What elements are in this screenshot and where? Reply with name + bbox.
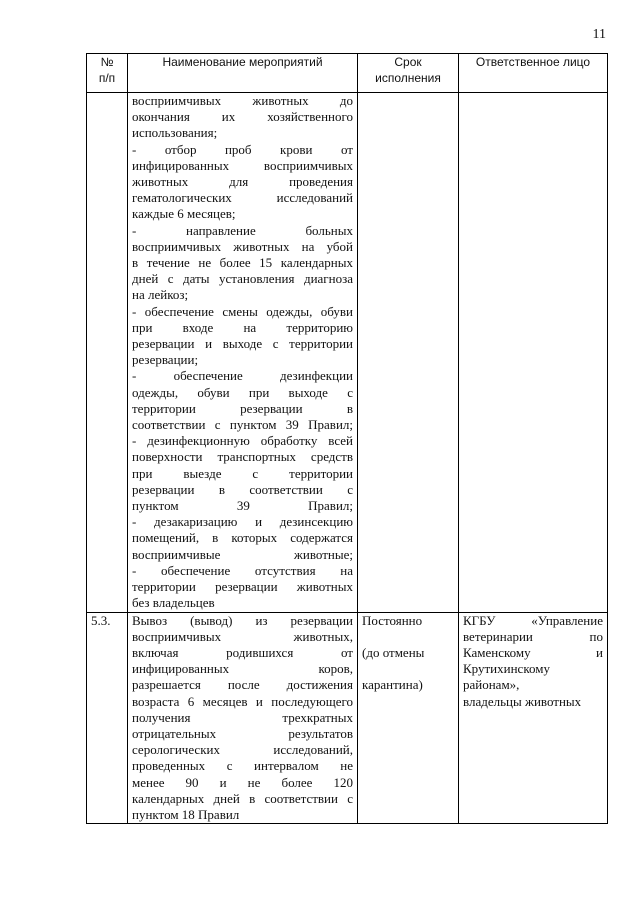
- cell-line: помещений, в которых содержатся: [132, 530, 353, 546]
- cell-line: соответствии с пунктом 39 Правил;: [132, 417, 353, 433]
- cell-line: получения трехкратных: [132, 709, 353, 725]
- cell-line: проведенных с интервалом не: [132, 758, 353, 774]
- cell-line: при входе на территорию: [132, 319, 353, 335]
- cell-line: при выезде с территории: [132, 465, 353, 481]
- cell-line: в течение не более 15 календарных: [132, 255, 353, 271]
- header-term: [358, 54, 459, 93]
- cell-line: животных для проведения: [132, 174, 353, 190]
- cell-line: инфицированных коров,: [132, 661, 353, 677]
- cell-line: на лейкоз;: [132, 287, 189, 303]
- cell-line: - обеспечение смены одежды, обуви: [132, 303, 353, 319]
- row-num: [87, 93, 128, 613]
- row-responsible-cell: [459, 612, 608, 824]
- cell-line: - обеспечение отсутствия на: [132, 562, 353, 578]
- cell-line: одежды, обуви при выходе с: [132, 384, 353, 400]
- cell-line: без владельцев: [132, 595, 215, 611]
- cell-line: резервации в соответствии с: [132, 481, 353, 497]
- cell-line: каждые 6 месяцев;: [132, 206, 236, 222]
- header-line: Срок: [394, 55, 422, 69]
- cell-line: использования;: [132, 125, 218, 141]
- cell-line: Крутихинскому: [463, 661, 550, 677]
- cell-line: дней с даты установления диагноза: [132, 271, 353, 287]
- cell-line: - отбор проб крови от: [132, 141, 353, 157]
- cell-line: Каменскому и: [463, 644, 603, 660]
- cell-line: владельцы животных: [463, 693, 582, 709]
- cell-line: пунктом 39 Правил;: [132, 498, 353, 514]
- table-row: [87, 612, 608, 824]
- cell-line: разрешается после достижения: [132, 677, 353, 693]
- header-line: п/п: [98, 71, 116, 86]
- cell-line: Вывоз (вывод) из резервации: [132, 612, 353, 628]
- cell-line: инфицированных восприимчивых: [132, 157, 353, 173]
- measures-table: [86, 53, 608, 824]
- row-name-cell: [128, 612, 358, 824]
- cell-line: восприимчивых животных на убой: [132, 238, 353, 254]
- cell-line: КГБУ «Управление: [463, 612, 603, 628]
- cell-line: - обеспечение дезинфекции: [132, 368, 353, 384]
- cell-line: ветеринарии по: [463, 628, 603, 644]
- cell-line: серологических исследований,: [132, 742, 353, 758]
- cell-line: пунктом 18 Правил: [132, 806, 240, 822]
- header-responsible: Ответственное лицо: [459, 54, 608, 93]
- cell-line: отрицательных результатов: [132, 725, 353, 741]
- cell-line: восприимчивых животных,: [132, 628, 353, 644]
- cell-line: резервации и выходе с территории: [132, 336, 353, 352]
- row-num: 5.3.: [87, 612, 128, 824]
- cell-line: (до отмены: [362, 644, 425, 660]
- header-name: Наименование мероприятий: [128, 54, 358, 93]
- header-line: исполнения: [375, 71, 441, 86]
- row-name-cell: [128, 93, 358, 613]
- row-responsible-cell: [459, 93, 608, 613]
- row-term-cell: [358, 612, 459, 824]
- table-header-row: [87, 54, 608, 93]
- cell-line: территории резервации животных: [132, 579, 353, 595]
- cell-line: поверхности транспортных средств: [132, 449, 353, 465]
- cell-line: резервации;: [132, 352, 199, 368]
- cell-line: Постоянно: [362, 612, 423, 628]
- cell-line: гематологических исследований: [132, 190, 353, 206]
- cell-line: - дезинфекционную обработку всей: [132, 433, 353, 449]
- cell-line: районам»,: [463, 677, 520, 693]
- cell-line: - дезакаризацию и дезинсекцию: [132, 514, 353, 530]
- page-number: 11: [592, 27, 606, 42]
- cell-line: календарных дней в соответствии с: [132, 790, 353, 806]
- cell-line: окончания их хозяйственного: [132, 109, 353, 125]
- cell-line: карантина): [362, 677, 423, 693]
- cell-line: восприимчивых животных до: [132, 93, 353, 108]
- table-row: [87, 93, 608, 613]
- cell-line: территории резервации в: [132, 400, 353, 416]
- cell-line: менее 90 и не более 120: [132, 774, 353, 790]
- cell-line: восприимчивые животные;: [132, 546, 353, 562]
- cell-line: - направление больных: [132, 222, 353, 238]
- cell-line: возраста 6 месяцев и последующего: [132, 693, 353, 709]
- header-num: [87, 54, 128, 93]
- header-line: №: [100, 55, 114, 69]
- cell-line: включая родившихся от: [132, 644, 353, 660]
- row-term-cell: [358, 93, 459, 613]
